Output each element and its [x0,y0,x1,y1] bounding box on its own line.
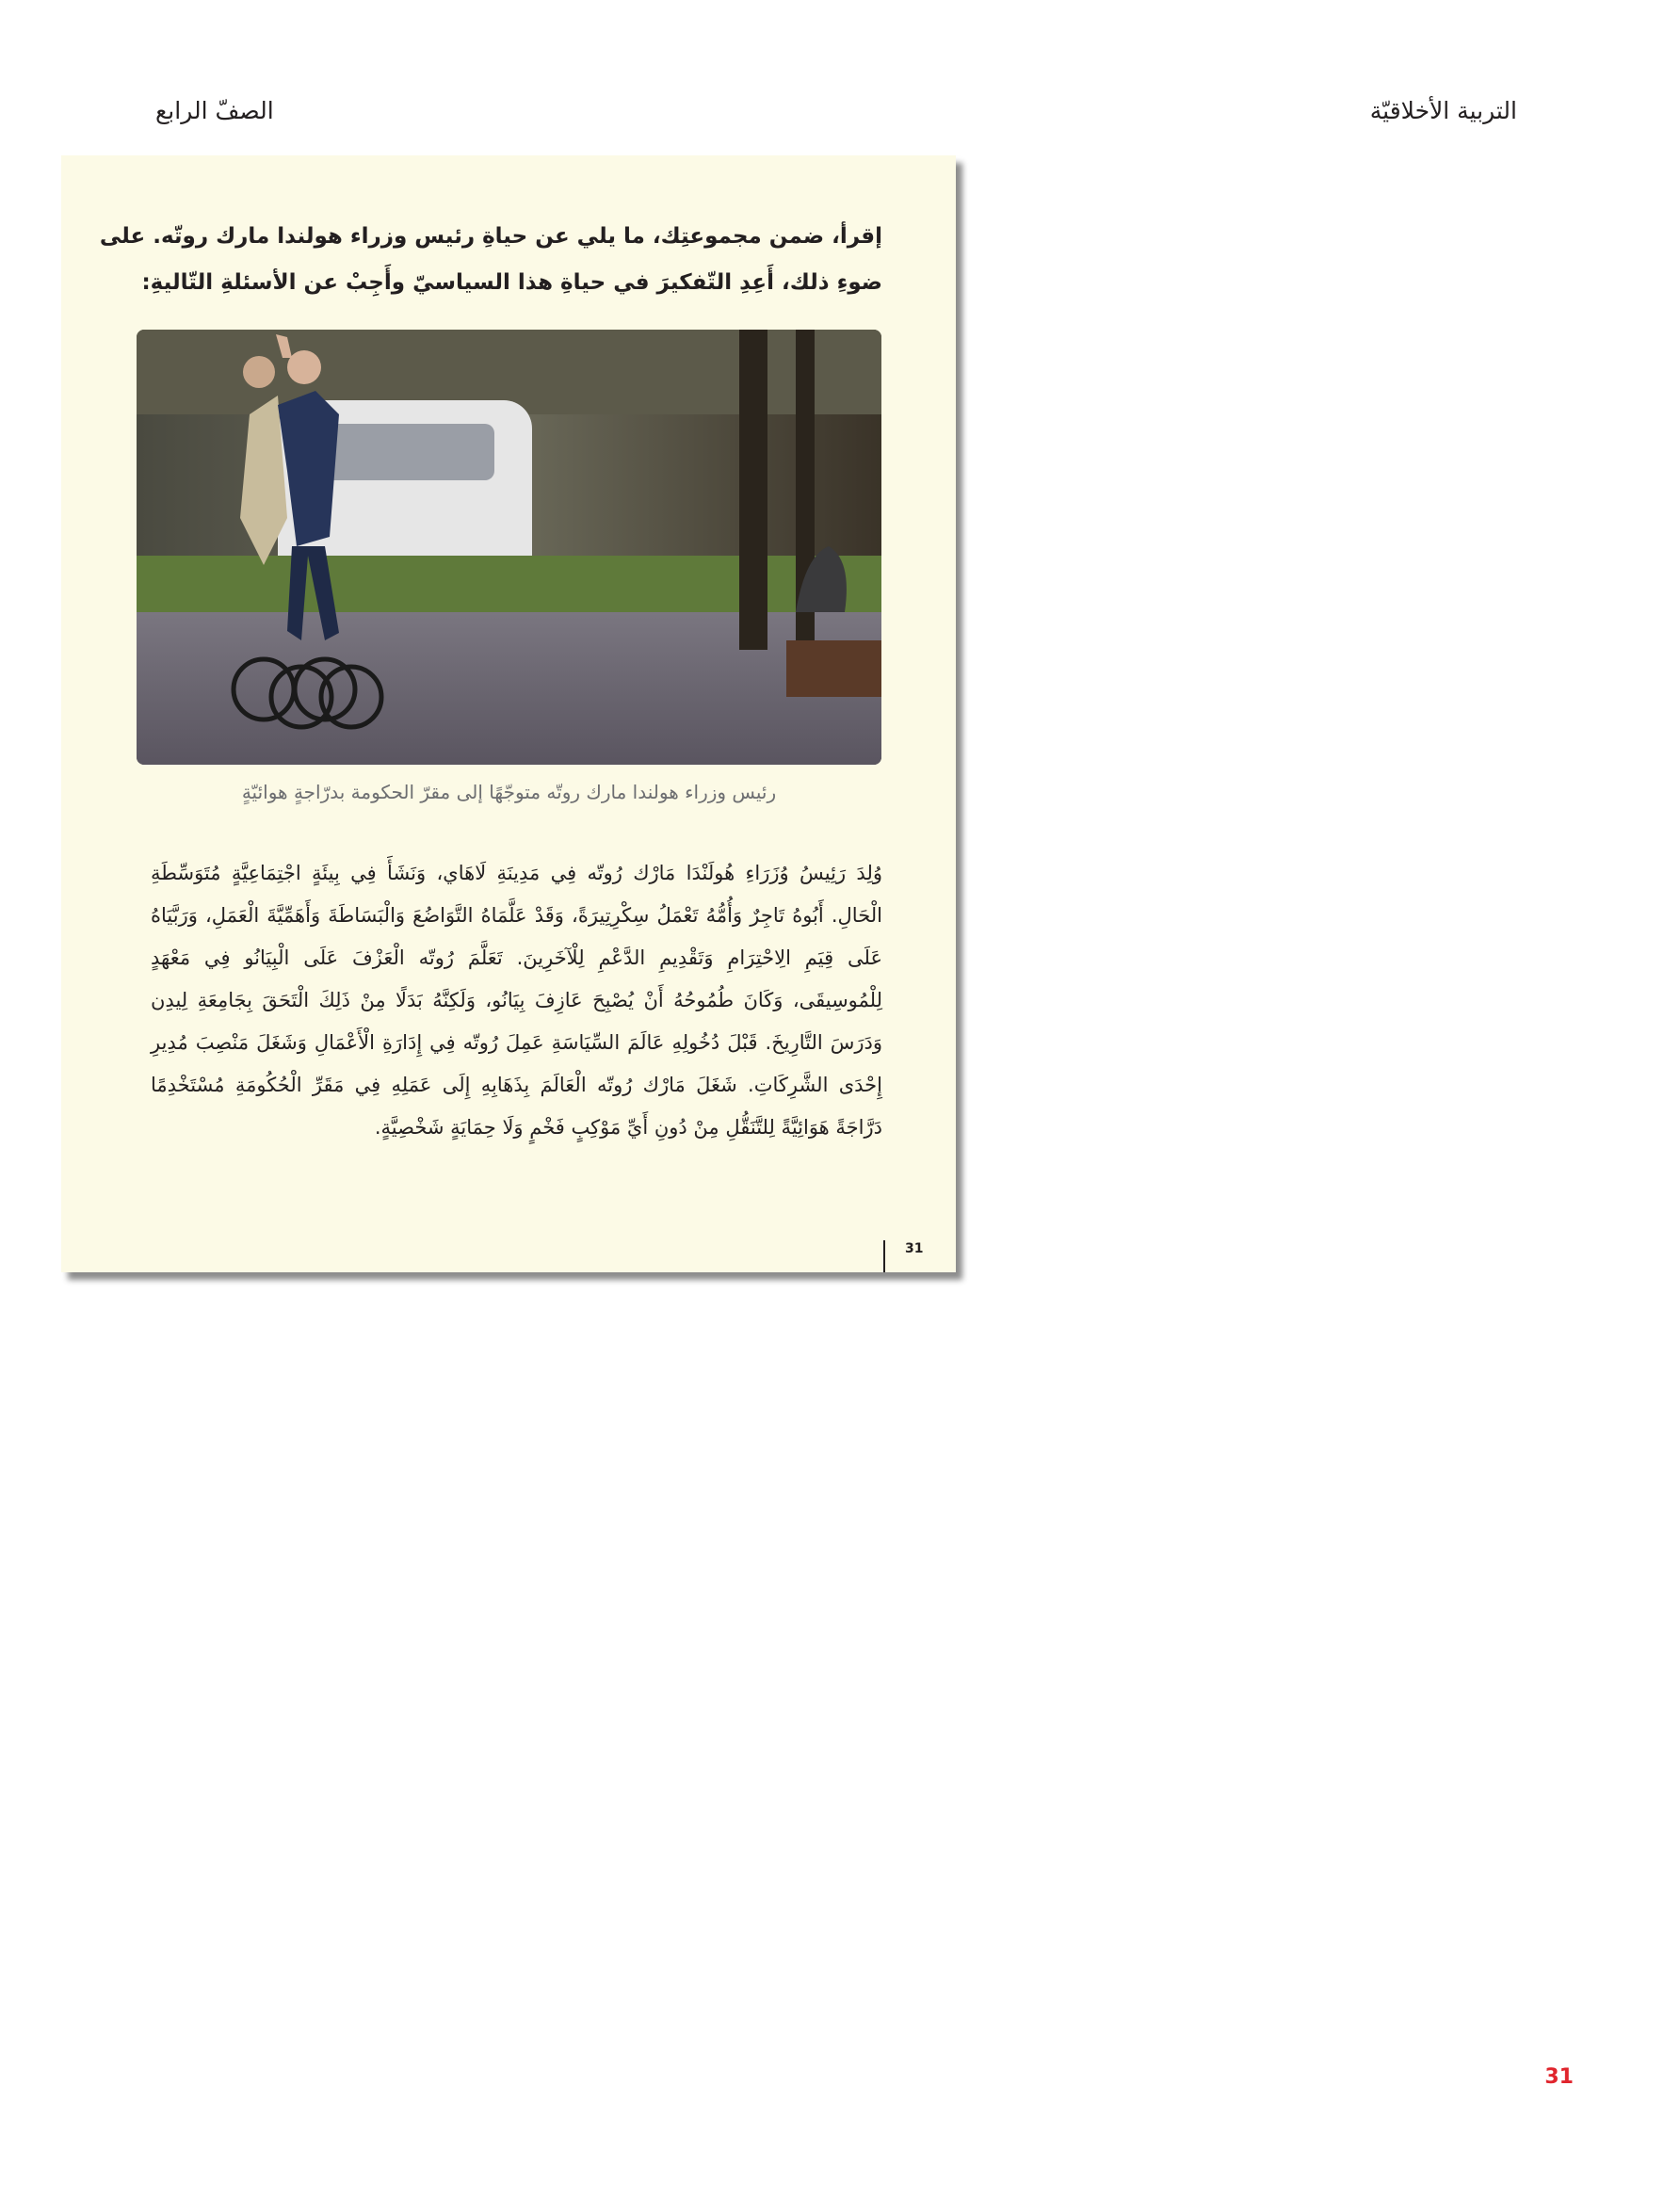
embedded-page-card [61,155,956,1272]
body-paragraph: وُلِدَ رَئِيسُ وُزَرَاءِ هُولَنْدَا مَارْك رُوتّه فِي مَدِينَةِ لَاهَاي، وَنَشَأَ فِي بِيئَةٍ اجْتِمَاعِيَّةٍ مُتَوَسِّطَةِ الْحَالِ. أَبُوهُ تَاجِرٌ وَأُمُّهُ تَعْمَلُ سِكْرِتِيرَةً، وَقَدْ عَلَّمَاهُ التَّوَاضُعَ وَالْبَسَاطَةَ وَأَهَمِّيَّةَ الْعَمَلِ، وَرَبَّيَاهُ عَلَى قِيَمِ الِاحْتِرَامِ وَتَقْدِيمِ الدَّعْمِ لِلْآخَرِينَ. تَعَلَّمَ رُوتّه الْعَزْفَ عَلَى الْبِيَانُو فِي مَعْهَدٍ لِلْمُوسِيقَى، وَكَانَ طُمُوحُهُ أَنْ يُصْبِحَ عَازِفَ بِيَانُو، وَلَكِنَّهُ بَدَلًا مِنْ ذَلِكَ الْتَحَقَ بِجَامِعَةِ لِيدِن وَدَرَسَ التَّارِيخَ. قَبْلَ دُخُولِهِ عَالَمَ السِّيَاسَةِ عَمِلَ رُوتّه فِي إِدَارَةِ الْأَعْمَالِ وَشَغَلَ مَنْصِبَ مُدِيرِ إِحْدَى الشَّرِكَاتِ. شَغَلَ مَارْك رُوتّه الْعَالَمَ بِذَهَابِهِ إِلَى عَمَلِهِ فِي مَقَرِّ الْحُكُومَةِ مُسْتَخْدِمًا دَرَّاجَةً هَوَائِيَّةً لِلتَّنَقُّلِ مِنْ دُونِ أَيِّ مَوْكِبٍ فَخْمٍ وَلَا حِمَايَةٍ شَخْصِيَّةٍ. [151,862,882,1139]
bicycle-photo [137,330,881,765]
page-number-divider [883,1240,885,1272]
photo-caption: رئيس وزراء هولندا مارك روتّه متوجّهًا إلى مقرّ الحكومة بدرّاجةٍ هوائيّةٍ [241,781,777,803]
grade-title: الصفّ الرابع [155,97,274,124]
page-number: 31 [1544,2065,1574,2089]
inner-page-number: 31 [905,1241,924,1256]
subject-title: التربية الأخلاقيّة [1369,97,1517,124]
instruction-text: إقرأ، ضمن مجموعتِك، ما يلي عن حياةِ رئيس وزراء هولندا مارك روتّه. على ضوءِ ذلك، أَعِدِ التّفكيرَ في حياةِ هذا السياسيّ وأَجِبْ عن الأسئلةِ التّاليةِ: [99,224,882,295]
